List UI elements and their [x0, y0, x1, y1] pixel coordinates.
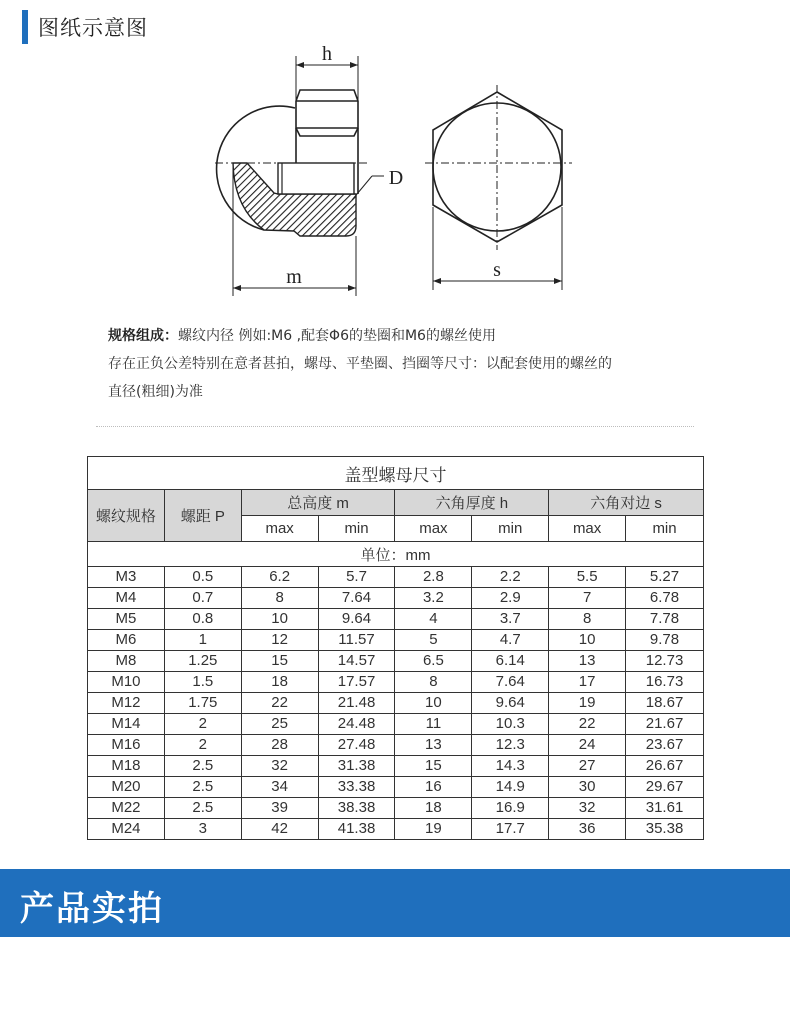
table-cell: 15 [241, 651, 318, 672]
table-cell: 7.64 [318, 588, 395, 609]
table-cell: M6 [88, 630, 165, 651]
table-row [88, 756, 704, 777]
header-hex-across-flats: 六角对边 s [549, 490, 704, 516]
table-cell: 19 [395, 819, 472, 840]
table-cell: 38.38 [318, 798, 395, 819]
table-cell: 42 [241, 819, 318, 840]
table-cell: 2.8 [395, 567, 472, 588]
table-cell: 0.8 [164, 609, 241, 630]
header-m-min: min [318, 516, 395, 542]
table-row [88, 672, 704, 693]
table-row [88, 777, 704, 798]
table-cell: M20 [88, 777, 165, 798]
table-cell: 13 [549, 651, 626, 672]
table-cell: 16.73 [626, 672, 704, 693]
table-cell: 8 [241, 588, 318, 609]
table-cell: 24 [549, 735, 626, 756]
table-cell: 2 [164, 714, 241, 735]
table-cell: 2.5 [164, 756, 241, 777]
dim-m-arrow-left [233, 285, 241, 291]
table-cell: 12.73 [626, 651, 704, 672]
table-cell: 4 [395, 609, 472, 630]
table-cell: 17.57 [318, 672, 395, 693]
table-cell: 2.5 [164, 777, 241, 798]
table-cell: 41.38 [318, 819, 395, 840]
table-cell: M14 [88, 714, 165, 735]
table-cell: 26.67 [626, 756, 704, 777]
dim-s-arrow-right [554, 278, 562, 284]
table-row [88, 798, 704, 819]
table-cell: 2.2 [472, 567, 549, 588]
table-cell: 34 [241, 777, 318, 798]
table-cell: M5 [88, 609, 165, 630]
table-cell: 13 [395, 735, 472, 756]
table-cell: 5.5 [549, 567, 626, 588]
table-cell: 14.9 [472, 777, 549, 798]
table-cell: 2.9 [472, 588, 549, 609]
cap-nut-drawing [200, 40, 600, 302]
table-cell: 32 [241, 756, 318, 777]
table-cell: 12 [241, 630, 318, 651]
hex-body-outline [296, 90, 358, 136]
header-m-max: max [241, 516, 318, 542]
table-cell: 29.67 [626, 777, 704, 798]
banner-title: 产品实拍 [20, 889, 164, 929]
table-cell: 18 [395, 798, 472, 819]
table-cell: 3.2 [395, 588, 472, 609]
table-cell: 5 [395, 630, 472, 651]
table-cell: 3.7 [472, 609, 549, 630]
table-row [88, 819, 704, 840]
table-cell: 9.78 [626, 630, 704, 651]
table-cell: 8 [395, 672, 472, 693]
table-cell: 1.25 [164, 651, 241, 672]
table-cell: 8 [549, 609, 626, 630]
table-cell: 1 [164, 630, 241, 651]
dim-h-arrow-left [296, 62, 304, 68]
table-row [88, 588, 704, 609]
table-cell: 5.27 [626, 567, 704, 588]
table-cell: 6.2 [241, 567, 318, 588]
spec-line-2: 存在正负公差特别在意者甚拍，螺母、平垫圈、挡圈等尺寸：以配套使用的螺丝的 [108, 356, 612, 372]
product-photo-banner [0, 869, 790, 937]
dim-m-arrow-right [348, 285, 356, 291]
table-cell: 6.78 [626, 588, 704, 609]
dim-m-label: m [286, 266, 302, 288]
table-cell: M10 [88, 672, 165, 693]
spec-label: 规格组成： [108, 328, 178, 344]
table-cell: 9.64 [318, 609, 395, 630]
spec-line-1-text: 螺纹内径 例如:M6 ,配套Φ6的垫圈和M6的螺丝使用 [178, 328, 496, 344]
table-cell: M3 [88, 567, 165, 588]
dim-h-label: h [322, 43, 332, 65]
table-cell: 27 [549, 756, 626, 777]
table-cell: 31.61 [626, 798, 704, 819]
table-cell: 9.64 [472, 693, 549, 714]
section-header [22, 10, 148, 44]
table-cell: 12.3 [472, 735, 549, 756]
table-cell: 5.7 [318, 567, 395, 588]
table-cell: 16.9 [472, 798, 549, 819]
table-cell: 1.75 [164, 693, 241, 714]
table-cell: 0.7 [164, 588, 241, 609]
header-hex-thickness: 六角厚度 h [395, 490, 549, 516]
table-cell: 18.67 [626, 693, 704, 714]
table-cell: 10.3 [472, 714, 549, 735]
table-cell: 23.67 [626, 735, 704, 756]
table-cell: 1.5 [164, 672, 241, 693]
table-cell: 28 [241, 735, 318, 756]
table-cell: 18 [241, 672, 318, 693]
table-cell: 2 [164, 735, 241, 756]
table-row [88, 567, 704, 588]
table-cell: 14.3 [472, 756, 549, 777]
table-cell: M16 [88, 735, 165, 756]
header-h-max: max [395, 516, 472, 542]
section-title: 图纸示意图 [38, 16, 148, 40]
table-cell: M24 [88, 819, 165, 840]
table-cell: 31.38 [318, 756, 395, 777]
table-cell: 30 [549, 777, 626, 798]
header-thread-spec: 螺纹规格 [88, 490, 165, 542]
unit-row: 单位：mm [88, 542, 704, 567]
table-title: 盖型螺母尺寸 [88, 457, 704, 490]
table-cell: 7 [549, 588, 626, 609]
spec-line-1 [108, 322, 708, 350]
table-cell: 32 [549, 798, 626, 819]
table-cell: 6.5 [395, 651, 472, 672]
header-total-height: 总高度 m [241, 490, 395, 516]
table-row [88, 693, 704, 714]
table-cell: 10 [241, 609, 318, 630]
table-cell: 36 [549, 819, 626, 840]
header-s-max: max [549, 516, 626, 542]
table-row [88, 651, 704, 672]
table-cell: M8 [88, 651, 165, 672]
table-cell: M22 [88, 798, 165, 819]
table-cell: 22 [549, 714, 626, 735]
table-cell: 33.38 [318, 777, 395, 798]
table-cell: 6.14 [472, 651, 549, 672]
table-row [88, 714, 704, 735]
thread-bore [278, 163, 354, 194]
table-cell: 15 [395, 756, 472, 777]
table-cell: 10 [395, 693, 472, 714]
spec-line-3: 直径(粗细)为准 [108, 384, 203, 400]
table-cell: 35.38 [626, 819, 704, 840]
table-row [88, 609, 704, 630]
table-cell: 3 [164, 819, 241, 840]
spec-description [108, 322, 708, 406]
table-cell: 14.57 [318, 651, 395, 672]
dim-D-label: D [388, 167, 404, 189]
table-cell: M18 [88, 756, 165, 777]
table-cell: 7.78 [626, 609, 704, 630]
table-cell: 27.48 [318, 735, 395, 756]
header-s-min: min [626, 516, 704, 542]
table-cell: M12 [88, 693, 165, 714]
dim-s-label: s [493, 259, 501, 281]
table-cell: 39 [241, 798, 318, 819]
table-cell: 17.7 [472, 819, 549, 840]
table-cell: M4 [88, 588, 165, 609]
table-cell: 4.7 [472, 630, 549, 651]
table-cell: 22 [241, 693, 318, 714]
table-cell: 16 [395, 777, 472, 798]
table-cell: 17 [549, 672, 626, 693]
table-cell: 19 [549, 693, 626, 714]
table-row [88, 630, 704, 651]
table-cell: 7.64 [472, 672, 549, 693]
table-cell: 0.5 [164, 567, 241, 588]
dim-D-leader [352, 176, 372, 200]
table-cell: 21.67 [626, 714, 704, 735]
dotted-divider [96, 426, 694, 427]
header-h-min: min [472, 516, 549, 542]
dim-s-arrow-left [433, 278, 441, 284]
table-cell: 24.48 [318, 714, 395, 735]
dimension-table [87, 456, 704, 840]
table-cell: 10 [549, 630, 626, 651]
header-pitch: 螺距 P [164, 490, 241, 542]
table-body [88, 567, 704, 840]
dim-h-arrow-right [350, 62, 358, 68]
table-cell: 21.48 [318, 693, 395, 714]
table-cell: 11.57 [318, 630, 395, 651]
table-row [88, 735, 704, 756]
table-cell: 25 [241, 714, 318, 735]
section-accent-bar [22, 10, 28, 44]
table-cell: 11 [395, 714, 472, 735]
table-cell: 2.5 [164, 798, 241, 819]
